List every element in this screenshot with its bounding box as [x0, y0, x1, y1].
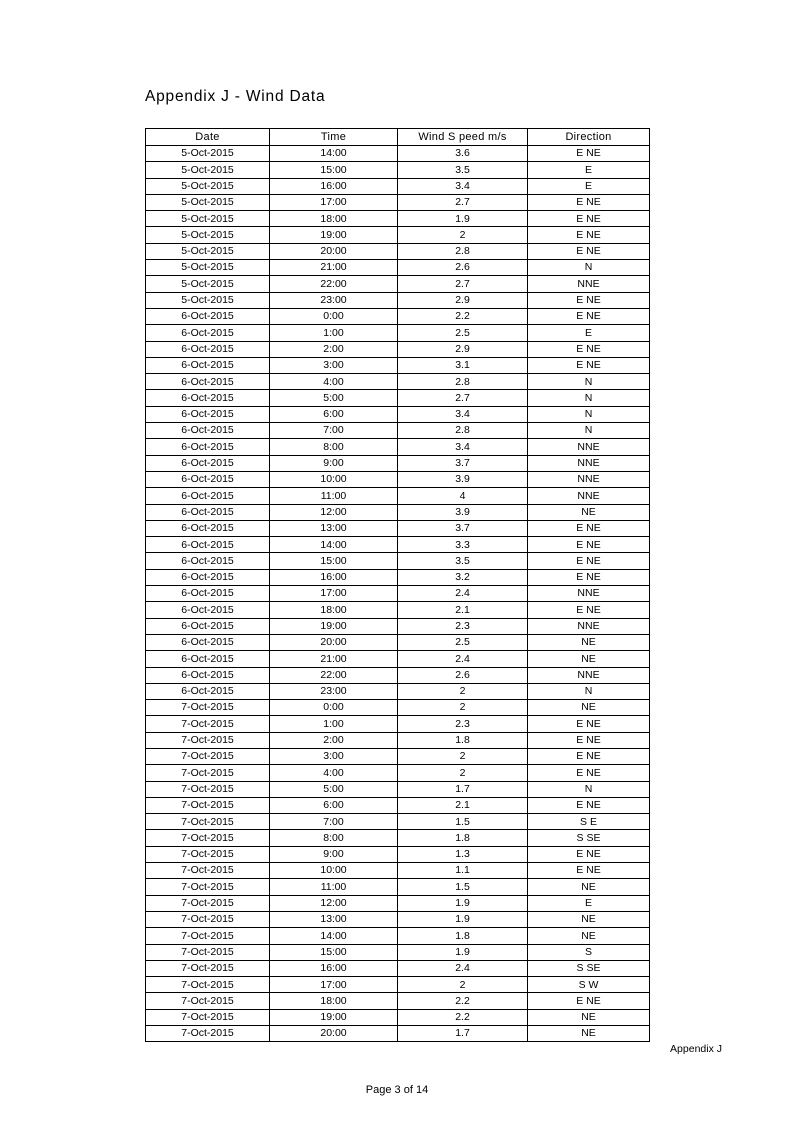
- cell-time: 14:00: [270, 146, 398, 162]
- column-header-direction: Direction: [528, 129, 650, 146]
- cell-time: 10:00: [270, 471, 398, 487]
- table-body: [146, 146, 650, 1042]
- cell-direction: NE: [528, 1009, 650, 1025]
- table-row: [146, 569, 650, 585]
- cell-direction: S SE: [528, 960, 650, 976]
- cell-time: 13:00: [270, 911, 398, 927]
- cell-date: 7-Oct-2015: [146, 928, 270, 944]
- cell-wind-speed: 2.7: [398, 194, 528, 210]
- cell-date: 6-Oct-2015: [146, 634, 270, 650]
- cell-date: 5-Oct-2015: [146, 276, 270, 292]
- table-row: [146, 977, 650, 993]
- cell-direction: E: [528, 895, 650, 911]
- cell-wind-speed: 2.3: [398, 618, 528, 634]
- cell-date: 6-Oct-2015: [146, 471, 270, 487]
- cell-wind-speed: 2.6: [398, 260, 528, 276]
- table-row: [146, 797, 650, 813]
- cell-direction: E NE: [528, 732, 650, 748]
- cell-date: 6-Oct-2015: [146, 618, 270, 634]
- cell-date: 6-Oct-2015: [146, 537, 270, 553]
- cell-direction: N: [528, 781, 650, 797]
- table-row: [146, 390, 650, 406]
- table-row: [146, 504, 650, 520]
- table-row: [146, 471, 650, 487]
- page-title: Appendix J - Wind Data: [145, 88, 326, 105]
- cell-time: 11:00: [270, 879, 398, 895]
- cell-date: 7-Oct-2015: [146, 863, 270, 879]
- cell-direction: E: [528, 178, 650, 194]
- cell-direction: E: [528, 325, 650, 341]
- cell-direction: E NE: [528, 553, 650, 569]
- cell-wind-speed: 2: [398, 765, 528, 781]
- cell-time: 7:00: [270, 423, 398, 439]
- table-row: [146, 700, 650, 716]
- cell-date: 6-Oct-2015: [146, 488, 270, 504]
- cell-direction: E NE: [528, 357, 650, 373]
- table-header-row: [146, 129, 650, 146]
- table-row: [146, 211, 650, 227]
- table-row: [146, 863, 650, 879]
- cell-direction: E NE: [528, 797, 650, 813]
- cell-wind-speed: 2.8: [398, 374, 528, 390]
- cell-time: 21:00: [270, 651, 398, 667]
- cell-date: 6-Oct-2015: [146, 520, 270, 536]
- cell-direction: E NE: [528, 765, 650, 781]
- column-header-time: Time: [270, 129, 398, 146]
- table-row: [146, 846, 650, 862]
- cell-date: 5-Oct-2015: [146, 146, 270, 162]
- cell-date: 7-Oct-2015: [146, 1026, 270, 1042]
- cell-wind-speed: 1.9: [398, 944, 528, 960]
- cell-date: 7-Oct-2015: [146, 1009, 270, 1025]
- table-row: [146, 960, 650, 976]
- cell-wind-speed: 1.5: [398, 879, 528, 895]
- cell-date: 5-Oct-2015: [146, 194, 270, 210]
- cell-direction: E NE: [528, 602, 650, 618]
- cell-direction: NE: [528, 928, 650, 944]
- cell-direction: NNE: [528, 586, 650, 602]
- cell-date: 6-Oct-2015: [146, 569, 270, 585]
- cell-wind-speed: 3.9: [398, 504, 528, 520]
- cell-wind-speed: 2.4: [398, 651, 528, 667]
- cell-date: 7-Oct-2015: [146, 830, 270, 846]
- cell-time: 17:00: [270, 977, 398, 993]
- cell-direction: NNE: [528, 439, 650, 455]
- cell-wind-speed: 2.4: [398, 586, 528, 602]
- table-row: [146, 651, 650, 667]
- cell-direction: NNE: [528, 276, 650, 292]
- cell-direction: NNE: [528, 471, 650, 487]
- cell-time: 11:00: [270, 488, 398, 504]
- cell-direction: E NE: [528, 243, 650, 259]
- table-row: [146, 325, 650, 341]
- cell-time: 22:00: [270, 667, 398, 683]
- cell-direction: E NE: [528, 569, 650, 585]
- cell-date: 6-Oct-2015: [146, 423, 270, 439]
- cell-time: 18:00: [270, 602, 398, 618]
- cell-time: 15:00: [270, 162, 398, 178]
- cell-wind-speed: 3.5: [398, 553, 528, 569]
- cell-date: 6-Oct-2015: [146, 325, 270, 341]
- cell-date: 6-Oct-2015: [146, 504, 270, 520]
- column-header-date: Date: [146, 129, 270, 146]
- table-row: [146, 146, 650, 162]
- cell-direction: E NE: [528, 341, 650, 357]
- cell-direction: E NE: [528, 292, 650, 308]
- cell-time: 9:00: [270, 846, 398, 862]
- cell-date: 6-Oct-2015: [146, 455, 270, 471]
- cell-direction: E NE: [528, 194, 650, 210]
- table-row: [146, 227, 650, 243]
- cell-wind-speed: 2.4: [398, 960, 528, 976]
- cell-direction: NE: [528, 879, 650, 895]
- cell-wind-speed: 2.9: [398, 341, 528, 357]
- cell-wind-speed: 2.7: [398, 276, 528, 292]
- cell-time: 5:00: [270, 390, 398, 406]
- cell-wind-speed: 2.7: [398, 390, 528, 406]
- cell-wind-speed: 3.9: [398, 471, 528, 487]
- table-row: [146, 586, 650, 602]
- table-row: [146, 194, 650, 210]
- cell-direction: NNE: [528, 618, 650, 634]
- cell-wind-speed: 2.6: [398, 667, 528, 683]
- table-row: [146, 553, 650, 569]
- cell-date: 7-Oct-2015: [146, 879, 270, 895]
- cell-time: 19:00: [270, 618, 398, 634]
- cell-date: 5-Oct-2015: [146, 178, 270, 194]
- cell-date: 7-Oct-2015: [146, 765, 270, 781]
- cell-time: 20:00: [270, 243, 398, 259]
- cell-time: 0:00: [270, 700, 398, 716]
- cell-time: 4:00: [270, 374, 398, 390]
- cell-time: 2:00: [270, 732, 398, 748]
- cell-date: 7-Oct-2015: [146, 960, 270, 976]
- cell-wind-speed: 2.5: [398, 325, 528, 341]
- wind-data-table: [145, 128, 650, 1042]
- table-row: [146, 537, 650, 553]
- cell-date: 7-Oct-2015: [146, 814, 270, 830]
- cell-date: 7-Oct-2015: [146, 748, 270, 764]
- cell-time: 9:00: [270, 455, 398, 471]
- cell-date: 6-Oct-2015: [146, 439, 270, 455]
- cell-time: 16:00: [270, 178, 398, 194]
- cell-time: 20:00: [270, 634, 398, 650]
- table-row: [146, 341, 650, 357]
- table-row: [146, 928, 650, 944]
- table-row: [146, 830, 650, 846]
- cell-direction: S W: [528, 977, 650, 993]
- table-row: [146, 683, 650, 699]
- cell-date: 7-Oct-2015: [146, 977, 270, 993]
- cell-wind-speed: 3.4: [398, 178, 528, 194]
- cell-wind-speed: 1.8: [398, 928, 528, 944]
- cell-date: 6-Oct-2015: [146, 667, 270, 683]
- column-header-wind-speed: Wind S peed m/s: [398, 129, 528, 146]
- table-row: [146, 765, 650, 781]
- cell-time: 23:00: [270, 683, 398, 699]
- cell-date: 6-Oct-2015: [146, 308, 270, 324]
- cell-wind-speed: 1.7: [398, 781, 528, 797]
- cell-wind-speed: 3.1: [398, 357, 528, 373]
- cell-wind-speed: 2.2: [398, 1009, 528, 1025]
- cell-wind-speed: 2.2: [398, 993, 528, 1009]
- table-row: [146, 439, 650, 455]
- cell-time: 0:00: [270, 308, 398, 324]
- cell-time: 12:00: [270, 895, 398, 911]
- table-row: [146, 634, 650, 650]
- cell-wind-speed: 2.8: [398, 243, 528, 259]
- table-row: [146, 667, 650, 683]
- cell-date: 5-Oct-2015: [146, 260, 270, 276]
- cell-direction: NE: [528, 911, 650, 927]
- cell-direction: E NE: [528, 993, 650, 1009]
- table-row: [146, 357, 650, 373]
- cell-direction: S E: [528, 814, 650, 830]
- table-row: [146, 276, 650, 292]
- cell-time: 3:00: [270, 357, 398, 373]
- cell-direction: E NE: [528, 227, 650, 243]
- cell-direction: NNE: [528, 667, 650, 683]
- cell-time: 12:00: [270, 504, 398, 520]
- cell-date: 7-Oct-2015: [146, 700, 270, 716]
- cell-direction: E NE: [528, 716, 650, 732]
- table-row: [146, 243, 650, 259]
- cell-time: 18:00: [270, 993, 398, 1009]
- cell-wind-speed: 1.9: [398, 211, 528, 227]
- table-row: [146, 944, 650, 960]
- cell-direction: E NE: [528, 520, 650, 536]
- cell-time: 14:00: [270, 928, 398, 944]
- cell-direction: E NE: [528, 537, 650, 553]
- cell-direction: E NE: [528, 211, 650, 227]
- cell-date: 7-Oct-2015: [146, 781, 270, 797]
- cell-date: 7-Oct-2015: [146, 797, 270, 813]
- cell-direction: NNE: [528, 488, 650, 504]
- cell-time: 16:00: [270, 960, 398, 976]
- cell-date: 5-Oct-2015: [146, 243, 270, 259]
- table-row: [146, 520, 650, 536]
- cell-direction: E: [528, 162, 650, 178]
- cell-time: 15:00: [270, 553, 398, 569]
- cell-time: 5:00: [270, 781, 398, 797]
- cell-time: 16:00: [270, 569, 398, 585]
- cell-time: 1:00: [270, 325, 398, 341]
- cell-direction: E NE: [528, 748, 650, 764]
- cell-time: 17:00: [270, 586, 398, 602]
- cell-wind-speed: 1.8: [398, 830, 528, 846]
- cell-wind-speed: 2.8: [398, 423, 528, 439]
- cell-date: 7-Oct-2015: [146, 944, 270, 960]
- cell-direction: N: [528, 260, 650, 276]
- table-row: [146, 488, 650, 504]
- cell-wind-speed: 2: [398, 683, 528, 699]
- cell-date: 5-Oct-2015: [146, 211, 270, 227]
- cell-direction: N: [528, 406, 650, 422]
- table-row: [146, 1026, 650, 1042]
- table-row: [146, 602, 650, 618]
- cell-time: 7:00: [270, 814, 398, 830]
- table-row: [146, 732, 650, 748]
- cell-wind-speed: 1.5: [398, 814, 528, 830]
- cell-wind-speed: 1.8: [398, 732, 528, 748]
- cell-date: 6-Oct-2015: [146, 341, 270, 357]
- cell-wind-speed: 3.4: [398, 439, 528, 455]
- cell-wind-speed: 2.9: [398, 292, 528, 308]
- cell-time: 22:00: [270, 276, 398, 292]
- cell-date: 6-Oct-2015: [146, 586, 270, 602]
- cell-direction: NE: [528, 1026, 650, 1042]
- cell-wind-speed: 1.9: [398, 895, 528, 911]
- cell-date: 7-Oct-2015: [146, 846, 270, 862]
- cell-direction: N: [528, 423, 650, 439]
- cell-time: 8:00: [270, 439, 398, 455]
- cell-direction: NE: [528, 634, 650, 650]
- table-row: [146, 716, 650, 732]
- cell-time: 6:00: [270, 406, 398, 422]
- cell-date: 6-Oct-2015: [146, 374, 270, 390]
- table-row: [146, 423, 650, 439]
- cell-wind-speed: 2: [398, 700, 528, 716]
- cell-wind-speed: 3.2: [398, 569, 528, 585]
- cell-date: 6-Oct-2015: [146, 602, 270, 618]
- cell-direction: NE: [528, 700, 650, 716]
- cell-time: 15:00: [270, 944, 398, 960]
- cell-time: 1:00: [270, 716, 398, 732]
- cell-direction: E NE: [528, 308, 650, 324]
- cell-wind-speed: 4: [398, 488, 528, 504]
- cell-time: 10:00: [270, 863, 398, 879]
- table-row: [146, 260, 650, 276]
- cell-time: 18:00: [270, 211, 398, 227]
- table-row: [146, 292, 650, 308]
- cell-wind-speed: 2: [398, 977, 528, 993]
- cell-time: 2:00: [270, 341, 398, 357]
- cell-date: 7-Oct-2015: [146, 911, 270, 927]
- cell-direction: NE: [528, 651, 650, 667]
- table-row: [146, 162, 650, 178]
- cell-time: 20:00: [270, 1026, 398, 1042]
- table-row: [146, 748, 650, 764]
- table-row: [146, 308, 650, 324]
- cell-time: 17:00: [270, 194, 398, 210]
- cell-time: 6:00: [270, 797, 398, 813]
- footer-page-number: Page 3 of 14: [365, 1084, 429, 1096]
- cell-wind-speed: 2: [398, 748, 528, 764]
- cell-direction: E NE: [528, 863, 650, 879]
- cell-wind-speed: 3.7: [398, 520, 528, 536]
- table-row: [146, 993, 650, 1009]
- table-row: [146, 879, 650, 895]
- cell-date: 7-Oct-2015: [146, 895, 270, 911]
- footer-appendix-label: Appendix J: [670, 1043, 722, 1055]
- cell-time: 4:00: [270, 765, 398, 781]
- cell-wind-speed: 3.7: [398, 455, 528, 471]
- cell-wind-speed: 2.1: [398, 797, 528, 813]
- cell-date: 6-Oct-2015: [146, 406, 270, 422]
- cell-wind-speed: 1.9: [398, 911, 528, 927]
- cell-wind-speed: 2.2: [398, 308, 528, 324]
- table-row: [146, 455, 650, 471]
- cell-time: 8:00: [270, 830, 398, 846]
- cell-direction: NNE: [528, 455, 650, 471]
- cell-wind-speed: 1.3: [398, 846, 528, 862]
- table-row: [146, 781, 650, 797]
- cell-wind-speed: 3.6: [398, 146, 528, 162]
- cell-direction: N: [528, 374, 650, 390]
- cell-direction: N: [528, 390, 650, 406]
- cell-time: 14:00: [270, 537, 398, 553]
- cell-wind-speed: 2.5: [398, 634, 528, 650]
- cell-wind-speed: 3.5: [398, 162, 528, 178]
- cell-time: 19:00: [270, 227, 398, 243]
- table-header: [146, 129, 650, 146]
- cell-wind-speed: 2: [398, 227, 528, 243]
- table-row: [146, 406, 650, 422]
- cell-wind-speed: 3.3: [398, 537, 528, 553]
- table-row: [146, 374, 650, 390]
- cell-date: 7-Oct-2015: [146, 716, 270, 732]
- cell-direction: N: [528, 683, 650, 699]
- cell-time: 23:00: [270, 292, 398, 308]
- cell-date: 6-Oct-2015: [146, 651, 270, 667]
- table-row: [146, 895, 650, 911]
- table-row: [146, 814, 650, 830]
- cell-date: 6-Oct-2015: [146, 683, 270, 699]
- cell-date: 6-Oct-2015: [146, 357, 270, 373]
- table-row: [146, 1009, 650, 1025]
- table-row: [146, 178, 650, 194]
- table-row: [146, 911, 650, 927]
- cell-direction: E NE: [528, 146, 650, 162]
- cell-direction: NE: [528, 504, 650, 520]
- cell-wind-speed: 1.7: [398, 1026, 528, 1042]
- cell-date: 5-Oct-2015: [146, 227, 270, 243]
- cell-wind-speed: 3.4: [398, 406, 528, 422]
- cell-wind-speed: 1.1: [398, 863, 528, 879]
- cell-direction: S: [528, 944, 650, 960]
- cell-date: 5-Oct-2015: [146, 292, 270, 308]
- cell-direction: S SE: [528, 830, 650, 846]
- cell-wind-speed: 2.1: [398, 602, 528, 618]
- cell-time: 21:00: [270, 260, 398, 276]
- cell-direction: E NE: [528, 846, 650, 862]
- cell-date: 7-Oct-2015: [146, 732, 270, 748]
- cell-date: 7-Oct-2015: [146, 993, 270, 1009]
- cell-time: 13:00: [270, 520, 398, 536]
- cell-time: 19:00: [270, 1009, 398, 1025]
- table-row: [146, 618, 650, 634]
- cell-date: 6-Oct-2015: [146, 390, 270, 406]
- cell-time: 3:00: [270, 748, 398, 764]
- cell-date: 5-Oct-2015: [146, 162, 270, 178]
- cell-date: 6-Oct-2015: [146, 553, 270, 569]
- cell-wind-speed: 2.3: [398, 716, 528, 732]
